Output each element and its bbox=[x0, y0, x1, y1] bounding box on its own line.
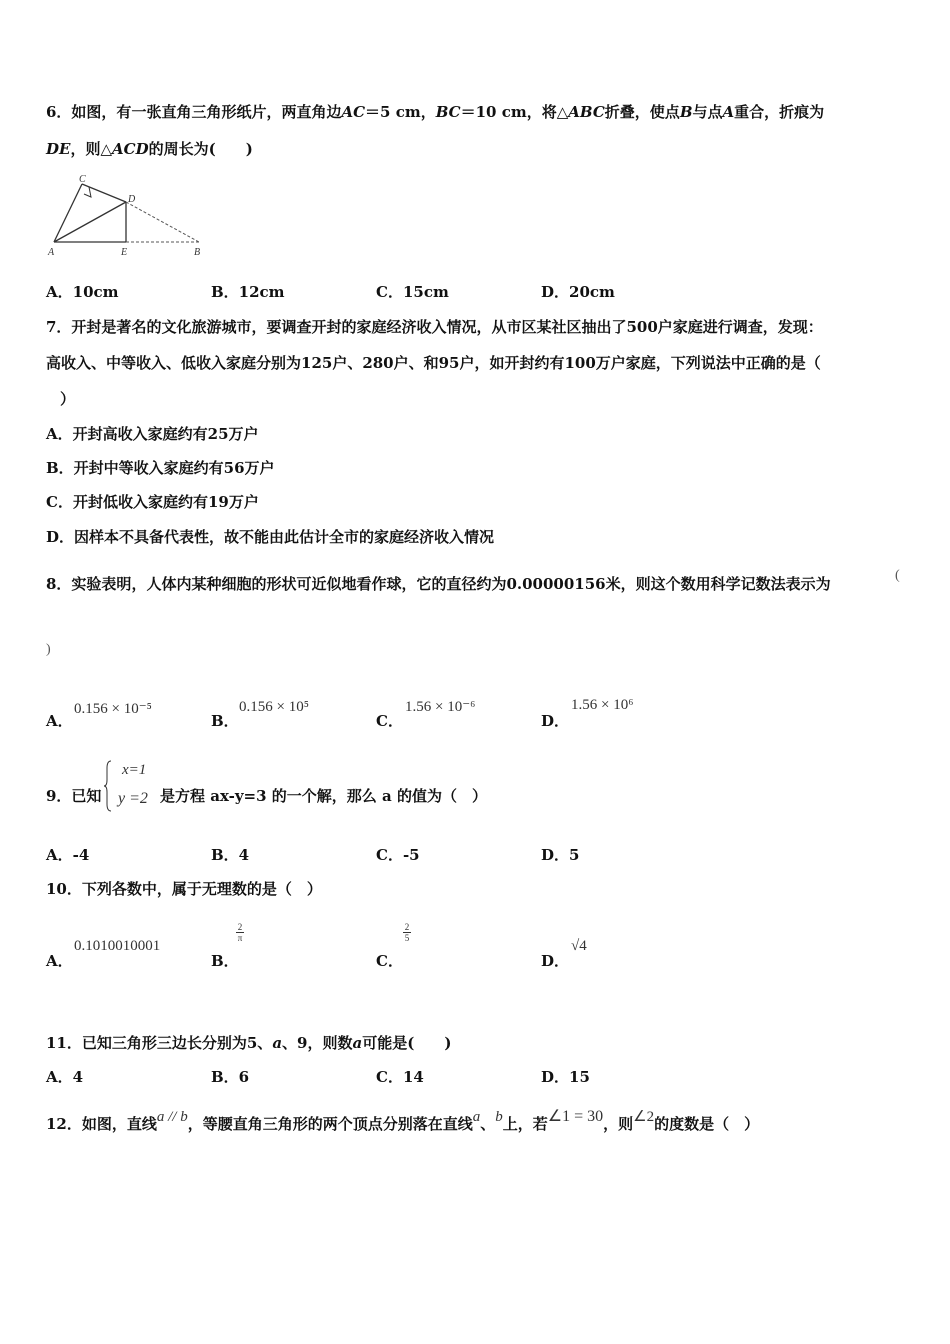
right-angle-mark-c bbox=[84, 187, 91, 197]
q8-option-d-expr: 1.56 × 10⁶ bbox=[571, 697, 634, 713]
q11-option-d[interactable]: D．15 bbox=[541, 1068, 590, 1086]
q9-option-a[interactable]: A．-4 bbox=[46, 846, 90, 864]
q10-option-a-label[interactable]: A． bbox=[46, 952, 73, 970]
q11-stem: 11．已知三角形三边长分别为5、a、9，则数a可能是( ) bbox=[46, 1034, 452, 1052]
label-e: E bbox=[121, 247, 128, 258]
q9-option-d[interactable]: D．5 bbox=[541, 846, 580, 864]
q8-close-paren: ) bbox=[46, 642, 51, 657]
q10-option-b-fraction bbox=[236, 922, 244, 943]
q10-option-b-numerator: 2 bbox=[237, 922, 243, 932]
q7-stem-line3: ） bbox=[60, 390, 76, 408]
q6-option-c[interactable]: C．15cm bbox=[376, 283, 449, 301]
label-c: C bbox=[79, 174, 86, 185]
q9-system-eq1: x=1 bbox=[122, 762, 147, 778]
q12-stem: 12．如图，直线a // b，等腰直角三角形的两个顶点分别落在直线a、b上，若∠1 = 30，则∠2的度数是（ ） bbox=[46, 1108, 760, 1133]
q7-stem-line1: 7．开封是著名的文化旅游城市，要调查开封的家庭经济收入情况，从市区某社区抽出了500户家庭进行调查，发现： bbox=[46, 318, 823, 336]
q11-option-b[interactable]: B．6 bbox=[211, 1068, 250, 1086]
q7-option-d[interactable]: D．因样本不具备代表性，故不能由此估计全市的家庭经济收入情况 bbox=[46, 528, 495, 546]
q9-suffix: 是方程 ax-y=3 的一个解，那么 a 的值为（ ） bbox=[160, 787, 487, 805]
q8-option-b-label[interactable]: B． bbox=[211, 712, 239, 730]
q10-option-c-fraction bbox=[403, 922, 411, 943]
q10-option-c-denominator: 5 bbox=[404, 933, 410, 943]
q12-math-parallel: a // b bbox=[156, 1109, 188, 1125]
q8-option-a-label[interactable]: A． bbox=[46, 712, 73, 730]
q9-system-eq2: y =2 bbox=[118, 790, 148, 807]
q8-option-c-label[interactable]: C． bbox=[376, 712, 403, 730]
q6-stem-line2: DE，则△ACD的周长为( ) bbox=[46, 140, 253, 158]
q9-option-c[interactable]: C．-5 bbox=[376, 846, 420, 864]
q12-math-b: b bbox=[495, 1109, 503, 1125]
q8-option-a-expr: 0.156 × 10⁻⁵ bbox=[74, 701, 152, 717]
q10-option-b-label[interactable]: B． bbox=[211, 952, 239, 970]
q9-prefix: 9．已知 bbox=[46, 787, 102, 805]
q6-option-d[interactable]: D．20cm bbox=[541, 283, 615, 301]
q8-stem: 8．实验表明，人体内某种细胞的形状可近似地看作球，它的直径约为0.00000156米，则这个数用科学记数法表示为 bbox=[46, 575, 831, 593]
segment-ac bbox=[54, 184, 82, 242]
q10-option-d-label[interactable]: D． bbox=[541, 952, 570, 970]
q8-option-b-expr: 0.156 × 10⁵ bbox=[239, 699, 309, 715]
q10-option-d-expr: √4 bbox=[571, 938, 587, 954]
q10-option-c-numerator: 2 bbox=[404, 922, 410, 932]
q11-option-c[interactable]: C．14 bbox=[376, 1068, 424, 1086]
q8-option-c-expr: 1.56 × 10⁻⁶ bbox=[405, 699, 476, 715]
q9-system-brace bbox=[104, 760, 112, 812]
q10-option-a-expr: 0.1010010001 bbox=[74, 938, 161, 954]
q10-option-b-denominator: π bbox=[237, 933, 243, 943]
segment-ad bbox=[54, 202, 126, 242]
q8-open-paren: ( bbox=[895, 568, 900, 583]
q9-option-b[interactable]: B．4 bbox=[211, 846, 250, 864]
q7-stem-line2: 高收入、中等收入、低收入家庭分别为125户、280户、和95户，如开封约有100万户家庭，下列说法中正确的是（ bbox=[46, 354, 821, 372]
q10-option-c-label[interactable]: C． bbox=[376, 952, 403, 970]
label-b: B bbox=[194, 247, 201, 258]
q11-option-a[interactable]: A．4 bbox=[46, 1068, 84, 1086]
label-d: D bbox=[128, 194, 136, 205]
q6-stem-line1: 6．如图，有一张直角三角形纸片，两直角边AC＝5 cm，BC＝10 cm，将△ABC折叠，使点B与点A重合，折痕为 bbox=[46, 103, 825, 121]
q12-math-a: a bbox=[472, 1109, 481, 1125]
q7-option-b[interactable]: B．开封中等收入家庭约有56万户 bbox=[46, 459, 275, 477]
q6-triangle-figure bbox=[44, 172, 214, 264]
label-a: A bbox=[48, 247, 55, 258]
q7-option-a[interactable]: A．开封高收入家庭约有25万户 bbox=[46, 425, 259, 443]
q8-option-d-label[interactable]: D． bbox=[541, 712, 570, 730]
q10-stem: 10．下列各数中，属于无理数的是（ ） bbox=[46, 880, 322, 898]
q7-option-c[interactable]: C．开封低收入家庭约有19万户 bbox=[46, 493, 259, 511]
q12-math-angle1: ∠1 = 30 bbox=[547, 1108, 604, 1125]
q6-option-b[interactable]: B．12cm bbox=[211, 283, 285, 301]
q6-option-a[interactable]: A．10cm bbox=[46, 283, 119, 301]
segment-db-dashed bbox=[126, 202, 199, 242]
segment-cd bbox=[82, 184, 126, 202]
q12-math-angle2: ∠2 bbox=[633, 1109, 655, 1125]
